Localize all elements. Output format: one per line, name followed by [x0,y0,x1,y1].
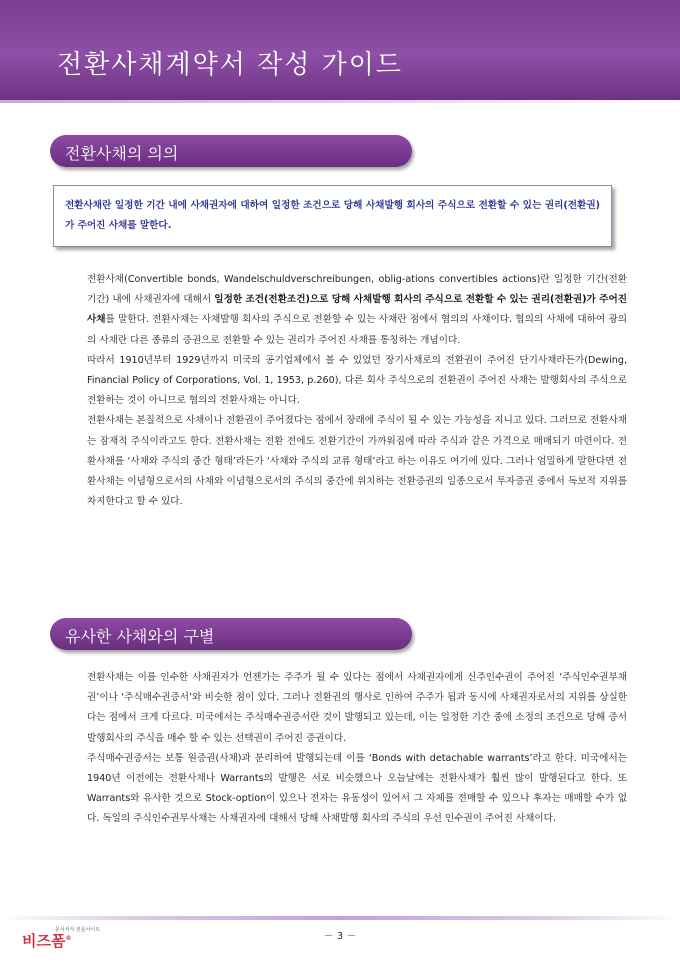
logo-text: 비즈폼® [22,932,72,950]
section-definition-body [87,270,627,512]
paragraph-emphasis: 일정한 조건(전환조건)으로 당해 사채발행 회사의 주식으로 전환할 수 있는 권리(전환권)가 주어진 사채 [87,294,628,326]
bizforms-logo [22,922,112,952]
definition-text: 전환사채란 일정한 기간 내에 사채권자에 대하여 일정한 조건으로 당해 사채발행 회사의 주식으로 전환할 수 있는 권리(전환권)가 주어진 사채를 말한다. [65,200,600,231]
footer-divider [0,916,680,920]
document-title: 전환사채계약서 작성 가이드 [57,50,403,80]
paragraph-text: 를 말한다. 전환사채는 사채발행 회사의 주식으로 전환할 수 있는 사채란 점에서 협의의 사채이다. 협의의 사채에 대하여 광의의 사채란 다른 종류의 증권으로 전환할 수 있는 권리가 주어진 사채를 통칭하는 개념이다. [87,314,627,346]
section-heading-label: 유사한 사채와의 구별 [65,627,215,646]
section-distinction-body [87,668,627,830]
logo-tagline: 문서서식 전문사이트 [55,927,101,933]
page-number: － 3 － [323,931,357,942]
paragraph: 전환사채는 본질적으로 사채이나 전환권이 주어졌다는 점에서 장래에 주식이 될 수 있는 가능성을 지니고 있다. 그러므로 전환사채는 잠재적 주식이라고도 한다. 전환사채는 전환 전에도 전환기간이 가까워짐에 따라 주식과 같은 가격으로 매매되기 마련이다. 전환사채를 ‘사채와 주식의 중간 형태’라든가 ‘사채와 주식의 교류 형태’라고 하는 이유도 여기에 있다. 그러나 엄밀하게 말한다면 전환사채는 이념형으로서의 사채와 이념형으로서의 주식의 중간에 위치하는 전환증권의 일종으로서 투자증권 중에서 독보적 지위를 차지한다고 할 수 있다. [87,415,627,508]
section-heading-definition [50,135,412,167]
section-heading-distinction [50,618,412,650]
definition-box [53,185,612,247]
paragraph: 전환사채는 이를 인수한 사채권자가 언젠가는 주주가 될 수 있다는 점에서 사채권자에게 신주인수권이 주어진 ‘주식인수권부채권’이나 ‘주식매수권증서’와 비슷한 점이 있다. 그러나 전환권의 행사로 인하여 주주가 됨과 동시에 사채권자로서의 지위를 상실한다는 점에서 크게 다르다. 미국에서는 주식매수권증서란 것이 발행되고 있는데, 이는 일정한 기간 중에 소정의 조건으로 당해 증서 발행회사의 주식을 매수 할 수 있는 선택권이 주어진 증권이다. [87,672,627,744]
paragraph-text: 전환사채(Convertible bonds, Wandelschuldverschreibungen, oblig-ations convertibles actions)란 일정한 기간(전환기간) 내에 사채권자에 대해서 [87,274,627,306]
page-header [0,0,680,100]
paragraph: 따라서 1910년부터 1929년까지 미국의 공기업체에서 볼 수 있었던 장기사채로의 전환권이 주어진 단기사채라든가(Dewing, Financial Policy of Corporations, Vol. 1, 1953, p.260), 다른 회사 주식으로의 전환권이 주어진 사채는 발행회사의 주식으로 전환하는 것이 아니므로 협의의 전환사채는 아니다. [87,354,627,407]
paragraph: 주식매수권증서는 보통 원증권(사채)과 분리하여 발행되는데 이를 ‘Bonds with detachable warrants’라고 한다. 미국에서는 1940년 이전에는 전환사채나 Warrants의 발행은 서로 비슷했으나 오늘날에는 전환사채가 훨씬 많이 발행된다고 한다. 또 Warrants와 유사한 것으로 Stock-option이 있으나 전자는 유동성이 있어서 그 자체를 전매할 수 있으나 후자는 매매할 수가 없다. 독일의 주식인수권부사채는 사채권자에 대해서 당해 사채발행 회사의 주식의 우선 인수권이 주어진 사채이다. [87,752,627,825]
header-divider [0,100,680,103]
section-heading-label: 전환사채의 의의 [65,144,179,163]
paragraph [87,270,627,351]
